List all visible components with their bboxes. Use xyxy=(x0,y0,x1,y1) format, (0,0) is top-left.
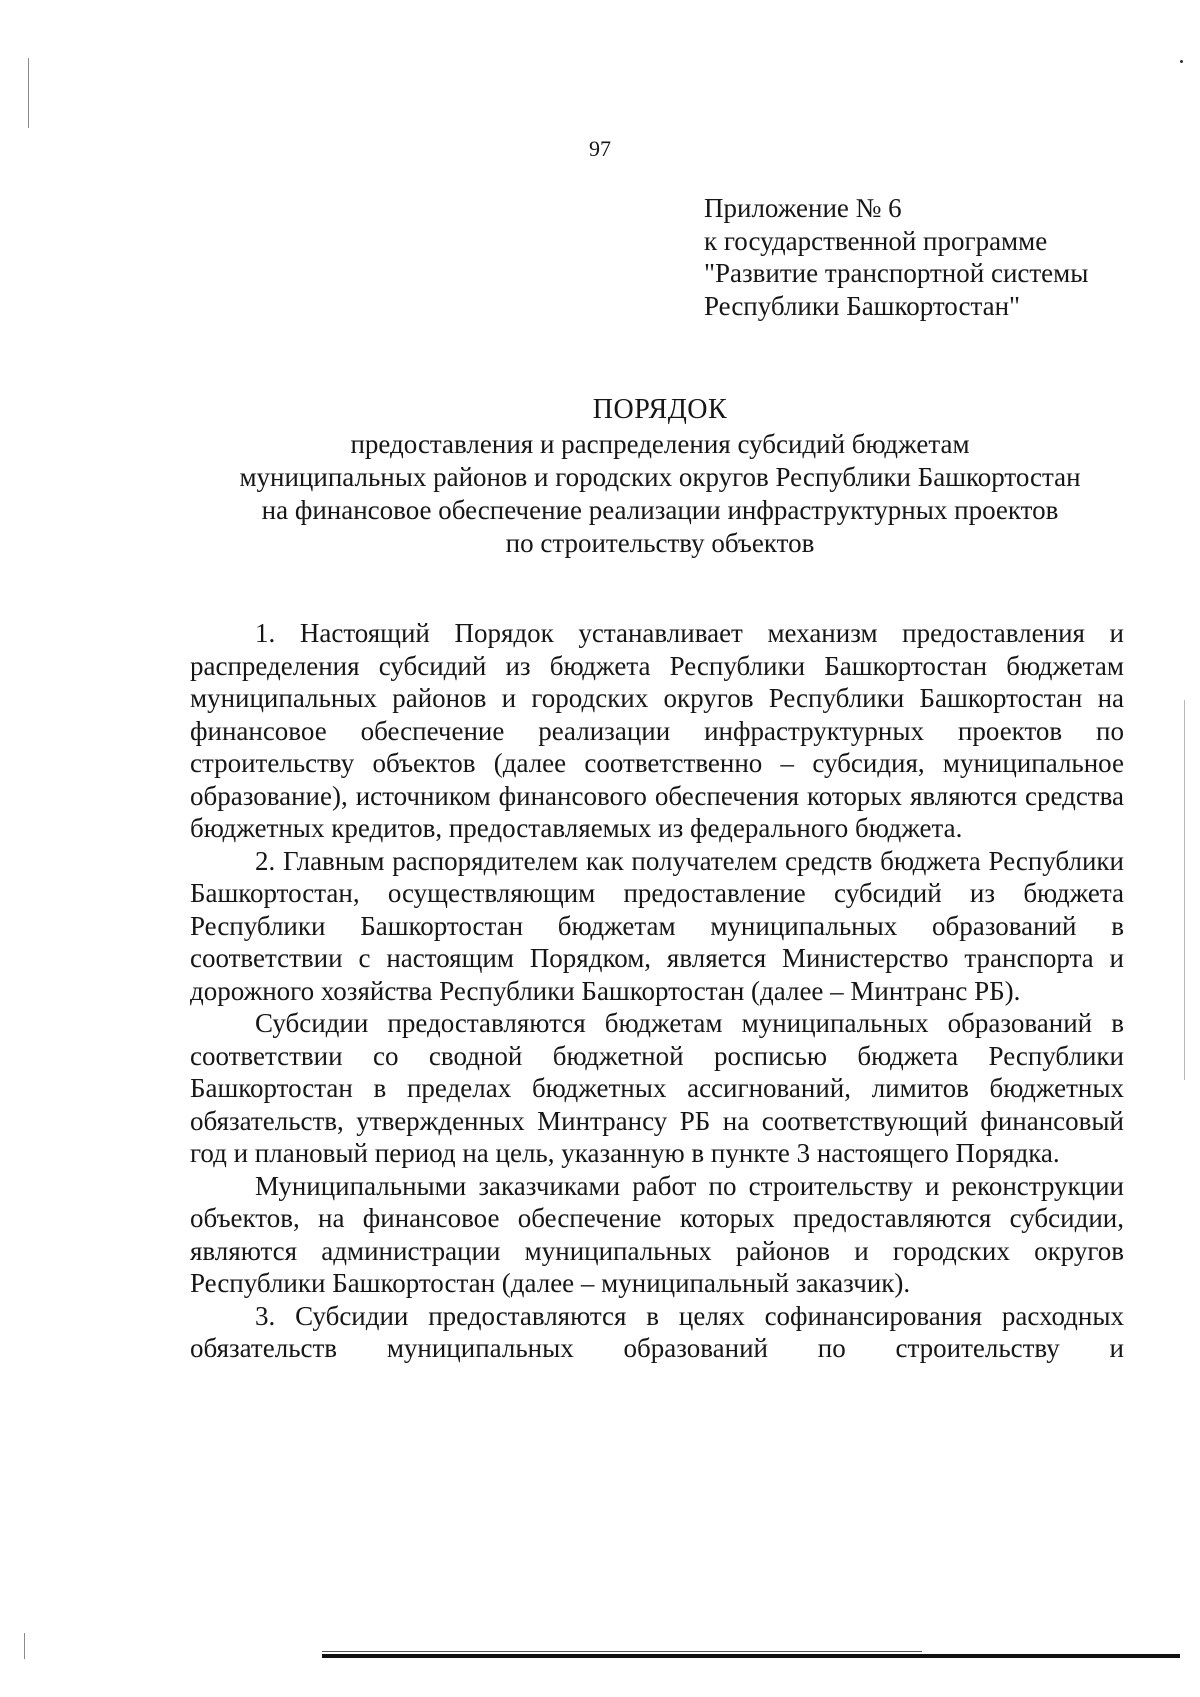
title-heading: ПОРЯДОК xyxy=(592,394,728,425)
left-edge-mark xyxy=(28,58,29,128)
appendix-line: Приложение № 6 xyxy=(704,193,902,223)
title-line: муниципальных районов и городских округов Республики Башкортостан xyxy=(239,462,1081,492)
paragraph: Субсидии предоставляются бюджетам муниципальных образований в соответствии со сводной бюджетной росписью бюджета Республики Башкортостан в пределах бюджетных ассигнований, лимитов бюджетных обязательств, утвержденных Минтрансу РБ на соответствующий финансовый год и плановый период на цель, указанную в пункте 3 настоящего Порядка. xyxy=(190,1008,1124,1168)
right-edge-mark xyxy=(1184,700,1185,1080)
left-edge-mark-lower xyxy=(24,1633,25,1659)
paragraph: 1. Настоящий Порядок устанавливает механизм предоставления и распределения субсидий из бюджета Республики Башкортостан бюджетам муниципальных районов и городских округов Республики Башкортостан на финансовое обеспечение реализации инфраструктурных проектов по строительству объектов (далее соответственно – субсидия, муниципальное образование), источником финансового обеспечения которых являются средства бюджетных кредитов, предоставляемых из федерального бюджета. xyxy=(190,618,1124,843)
body-text xyxy=(190,617,1124,1365)
title-line: по строительству объектов xyxy=(505,528,815,558)
appendix-note xyxy=(704,192,1164,322)
bottom-rule xyxy=(322,1654,1180,1658)
appendix-line: к государственной программе xyxy=(704,225,1048,256)
page-number: 97 xyxy=(589,136,611,161)
paragraph: 2. Главным распорядителем как получателем средств бюджета Республики Башкортостан, осуществляющим предоставление субсидий из бюджета Республики Башкортостан бюджетам муниципальных образований в соответствии с настоящим Порядком, является Министерство транспорта и дорожного хозяйства Республики Башкортостан (далее – Минтранс РБ). xyxy=(190,845,1124,1006)
title-line: предоставления и распределения субсидий бюджетам xyxy=(350,429,970,459)
document-title xyxy=(160,392,1160,560)
corner-speck xyxy=(1180,60,1183,63)
bottom-rule-thin xyxy=(322,1651,922,1652)
paragraph: Муниципальными заказчиками работ по строительству и реконструкции объектов, на финансовое обеспечение которых предоставляются субсидии, являются администрации муниципальных районов и городских округов Республики Башкортостан (далее – муниципальный заказчик). xyxy=(190,1170,1124,1298)
appendix-line: "Развитие транспортной системы xyxy=(704,258,1089,288)
paragraph: 3. Субсидии предоставляются в целях софинансирования расходных обязательств муниципальных образований по строительству и xyxy=(190,1300,1124,1363)
title-line: на финансовое обеспечение реализации инфраструктурных проектов xyxy=(261,495,1059,525)
appendix-line: Республики Башкортостан" xyxy=(704,290,1021,321)
